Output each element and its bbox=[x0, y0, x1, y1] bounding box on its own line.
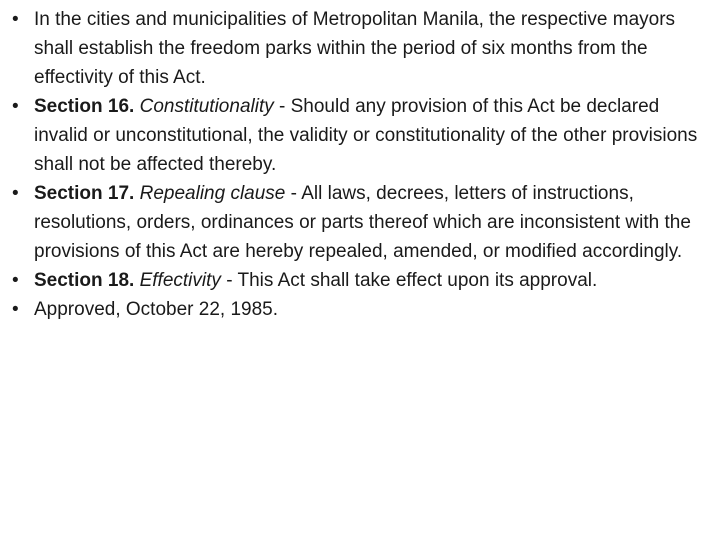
section-number: Section 18. bbox=[34, 270, 135, 291]
section-separator: - bbox=[220, 270, 238, 291]
item-text: Approved, October 22, 1985. bbox=[34, 299, 278, 320]
bullet-dot: • bbox=[12, 299, 19, 320]
item-text: In the cities and municipalities of Metropolitan Manila, the respective mayors shall establish the freedom parks within the period of six months from the effectivity of this Act. bbox=[34, 9, 676, 88]
section-title: Constitutionality bbox=[139, 96, 274, 117]
bullet-dot: • bbox=[12, 96, 19, 117]
section-title: Effectivity bbox=[139, 270, 221, 291]
list-item bbox=[12, 179, 716, 266]
section-number: Section 17. bbox=[34, 183, 135, 204]
bullet-dot: • bbox=[12, 9, 19, 30]
section-separator: - bbox=[273, 96, 291, 117]
bullet-dot: • bbox=[12, 183, 19, 204]
list-item bbox=[12, 295, 716, 324]
list-item bbox=[12, 5, 716, 92]
item-text: All laws, decrees, letters of instructions, resolutions, orders, ordinances or parts thereof which are inconsistent with the provisions of this Act are hereby repealed, amended, or modified accordingly. bbox=[34, 183, 691, 262]
bullet-list bbox=[12, 5, 716, 324]
list-item bbox=[12, 266, 716, 295]
item-text: Should any provision of this Act be declared invalid or unconstitutional, the validity or constitutionality of the other provisions shall not be affected thereby. bbox=[34, 96, 698, 175]
section-number: Section 16. bbox=[34, 96, 135, 117]
list-item bbox=[12, 92, 716, 179]
bullet-dot: • bbox=[12, 270, 19, 291]
item-text: This Act shall take effect upon its approval. bbox=[237, 270, 598, 291]
section-title: Repealing clause bbox=[139, 183, 286, 204]
section-separator: - bbox=[285, 183, 302, 204]
